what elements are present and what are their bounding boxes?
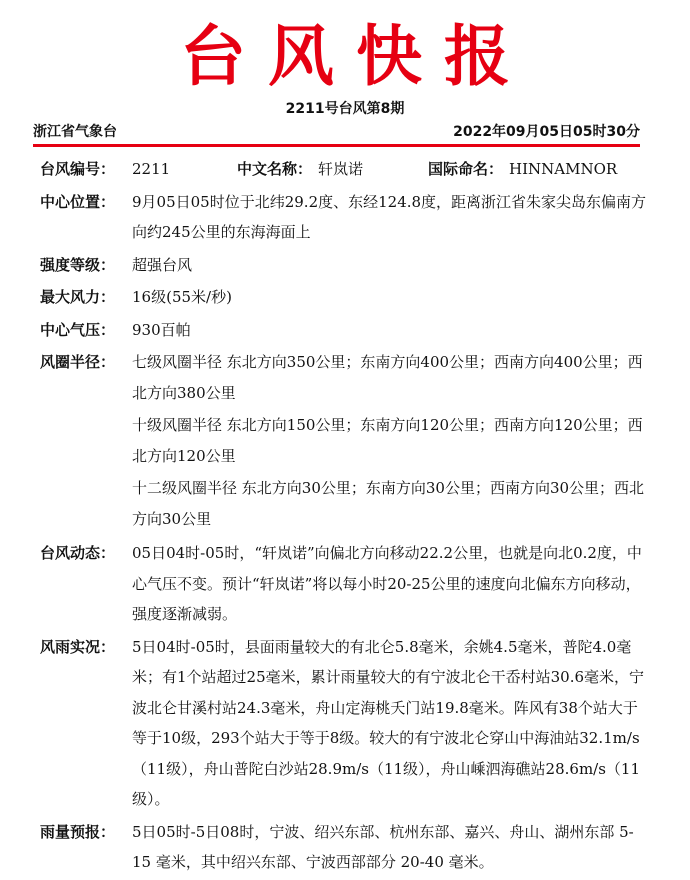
issue-number: 2211号台风第8期 <box>285 101 405 117</box>
movement-label: 台风动态： <box>40 544 116 562</box>
issuing-organization: 浙江省气象台 <box>33 124 117 140</box>
center-position-label: 中心位置： <box>40 192 116 211</box>
max-wind-row <box>40 282 650 313</box>
wind-radius-label: 风圈半径： <box>40 353 116 371</box>
observations: 5日04时-05时，县面雨量较大的有北仑5.8毫米，余姚4.5毫米，普陀4.0毫米；有1个站超过25毫米，累计雨量较大的有宁波北仑干岙村站30.6毫米，宁波北仑甘溪村站24.3毫米，舟山定海桃夭门站19.8毫米。阵风有38个站大于等于10级，293个站大于等于8级。较大的有宁波北仑穿山中海油站32.1m/s（11级），舟山普陀白沙站28.9m/s（11级），舟山嵊泗海礁站28.6m/s（11级）。 <box>132 637 645 808</box>
wind-radius-7: 七级风圈半径 东北方向350公里；东南方向400公里；西南方向400公里；西北方向380公里 <box>132 353 643 402</box>
intensity-row <box>40 250 650 281</box>
typhoon-number-label: 台风编号： <box>40 160 116 178</box>
center-position-row <box>40 187 650 248</box>
international-name-label: 国际命名： <box>428 160 504 178</box>
pressure-label: 中心气压： <box>40 320 116 339</box>
typhoon-number: 2211 <box>132 160 171 178</box>
max-wind-label: 最大风力： <box>40 288 116 306</box>
wind-radius-10: 十级风圈半径 东北方向150公里；东南方向120公里；西南方向120公里；西北方向120公里 <box>132 416 643 465</box>
observations-row <box>40 632 650 815</box>
international-name: HINNAMNOR <box>509 160 618 178</box>
intensity-label: 强度等级： <box>40 255 116 274</box>
wind-radius-row <box>40 347 650 536</box>
intensity: 超强台风 <box>132 255 193 274</box>
typhoon-id-row <box>40 154 650 185</box>
issue-datetime: 2022年09月05日05时30分 <box>453 124 640 140</box>
rain-forecast-row <box>40 817 650 878</box>
pressure: 930百帕 <box>132 320 191 339</box>
observations-label: 风雨实况： <box>40 637 116 656</box>
chinese-name: 轩岚诺 <box>318 160 364 178</box>
movement: 05日04时-05时，“轩岚诺”向偏北方向移动22.2公里，也就是向北0.2度，中心气压不变。预计“轩岚诺”将以每小时20-25公里的速度向北偏东方向移动，强度逐渐减弱。 <box>132 544 642 623</box>
header-divider <box>33 144 640 147</box>
bulletin-body <box>40 154 650 880</box>
movement-row <box>40 538 650 630</box>
center-position: 9月05日05时位于北纬29.2度、东经124.8度，距离浙江省朱家尖岛东偏南方向约245公里的东海海面上 <box>132 192 647 241</box>
bulletin-title: 台风快报 <box>180 17 532 95</box>
wind-radius-12: 十二级风圈半径 东北方向30公里；东南方向30公里；西南方向30公里；西北方向30公里 <box>132 479 645 528</box>
rain-forecast: 5日05时-5日08时，宁波、绍兴东部、杭州东部、嘉兴、舟山、湖州东部 5-15 毫米，其中绍兴东部、宁波西部部分 20-40 毫米。 <box>132 822 634 871</box>
pressure-row <box>40 315 650 346</box>
max-wind: 16级(55米/秒) <box>132 288 232 306</box>
rain-forecast-label: 雨量预报： <box>40 822 116 841</box>
chinese-name-label: 中文名称： <box>237 160 313 178</box>
